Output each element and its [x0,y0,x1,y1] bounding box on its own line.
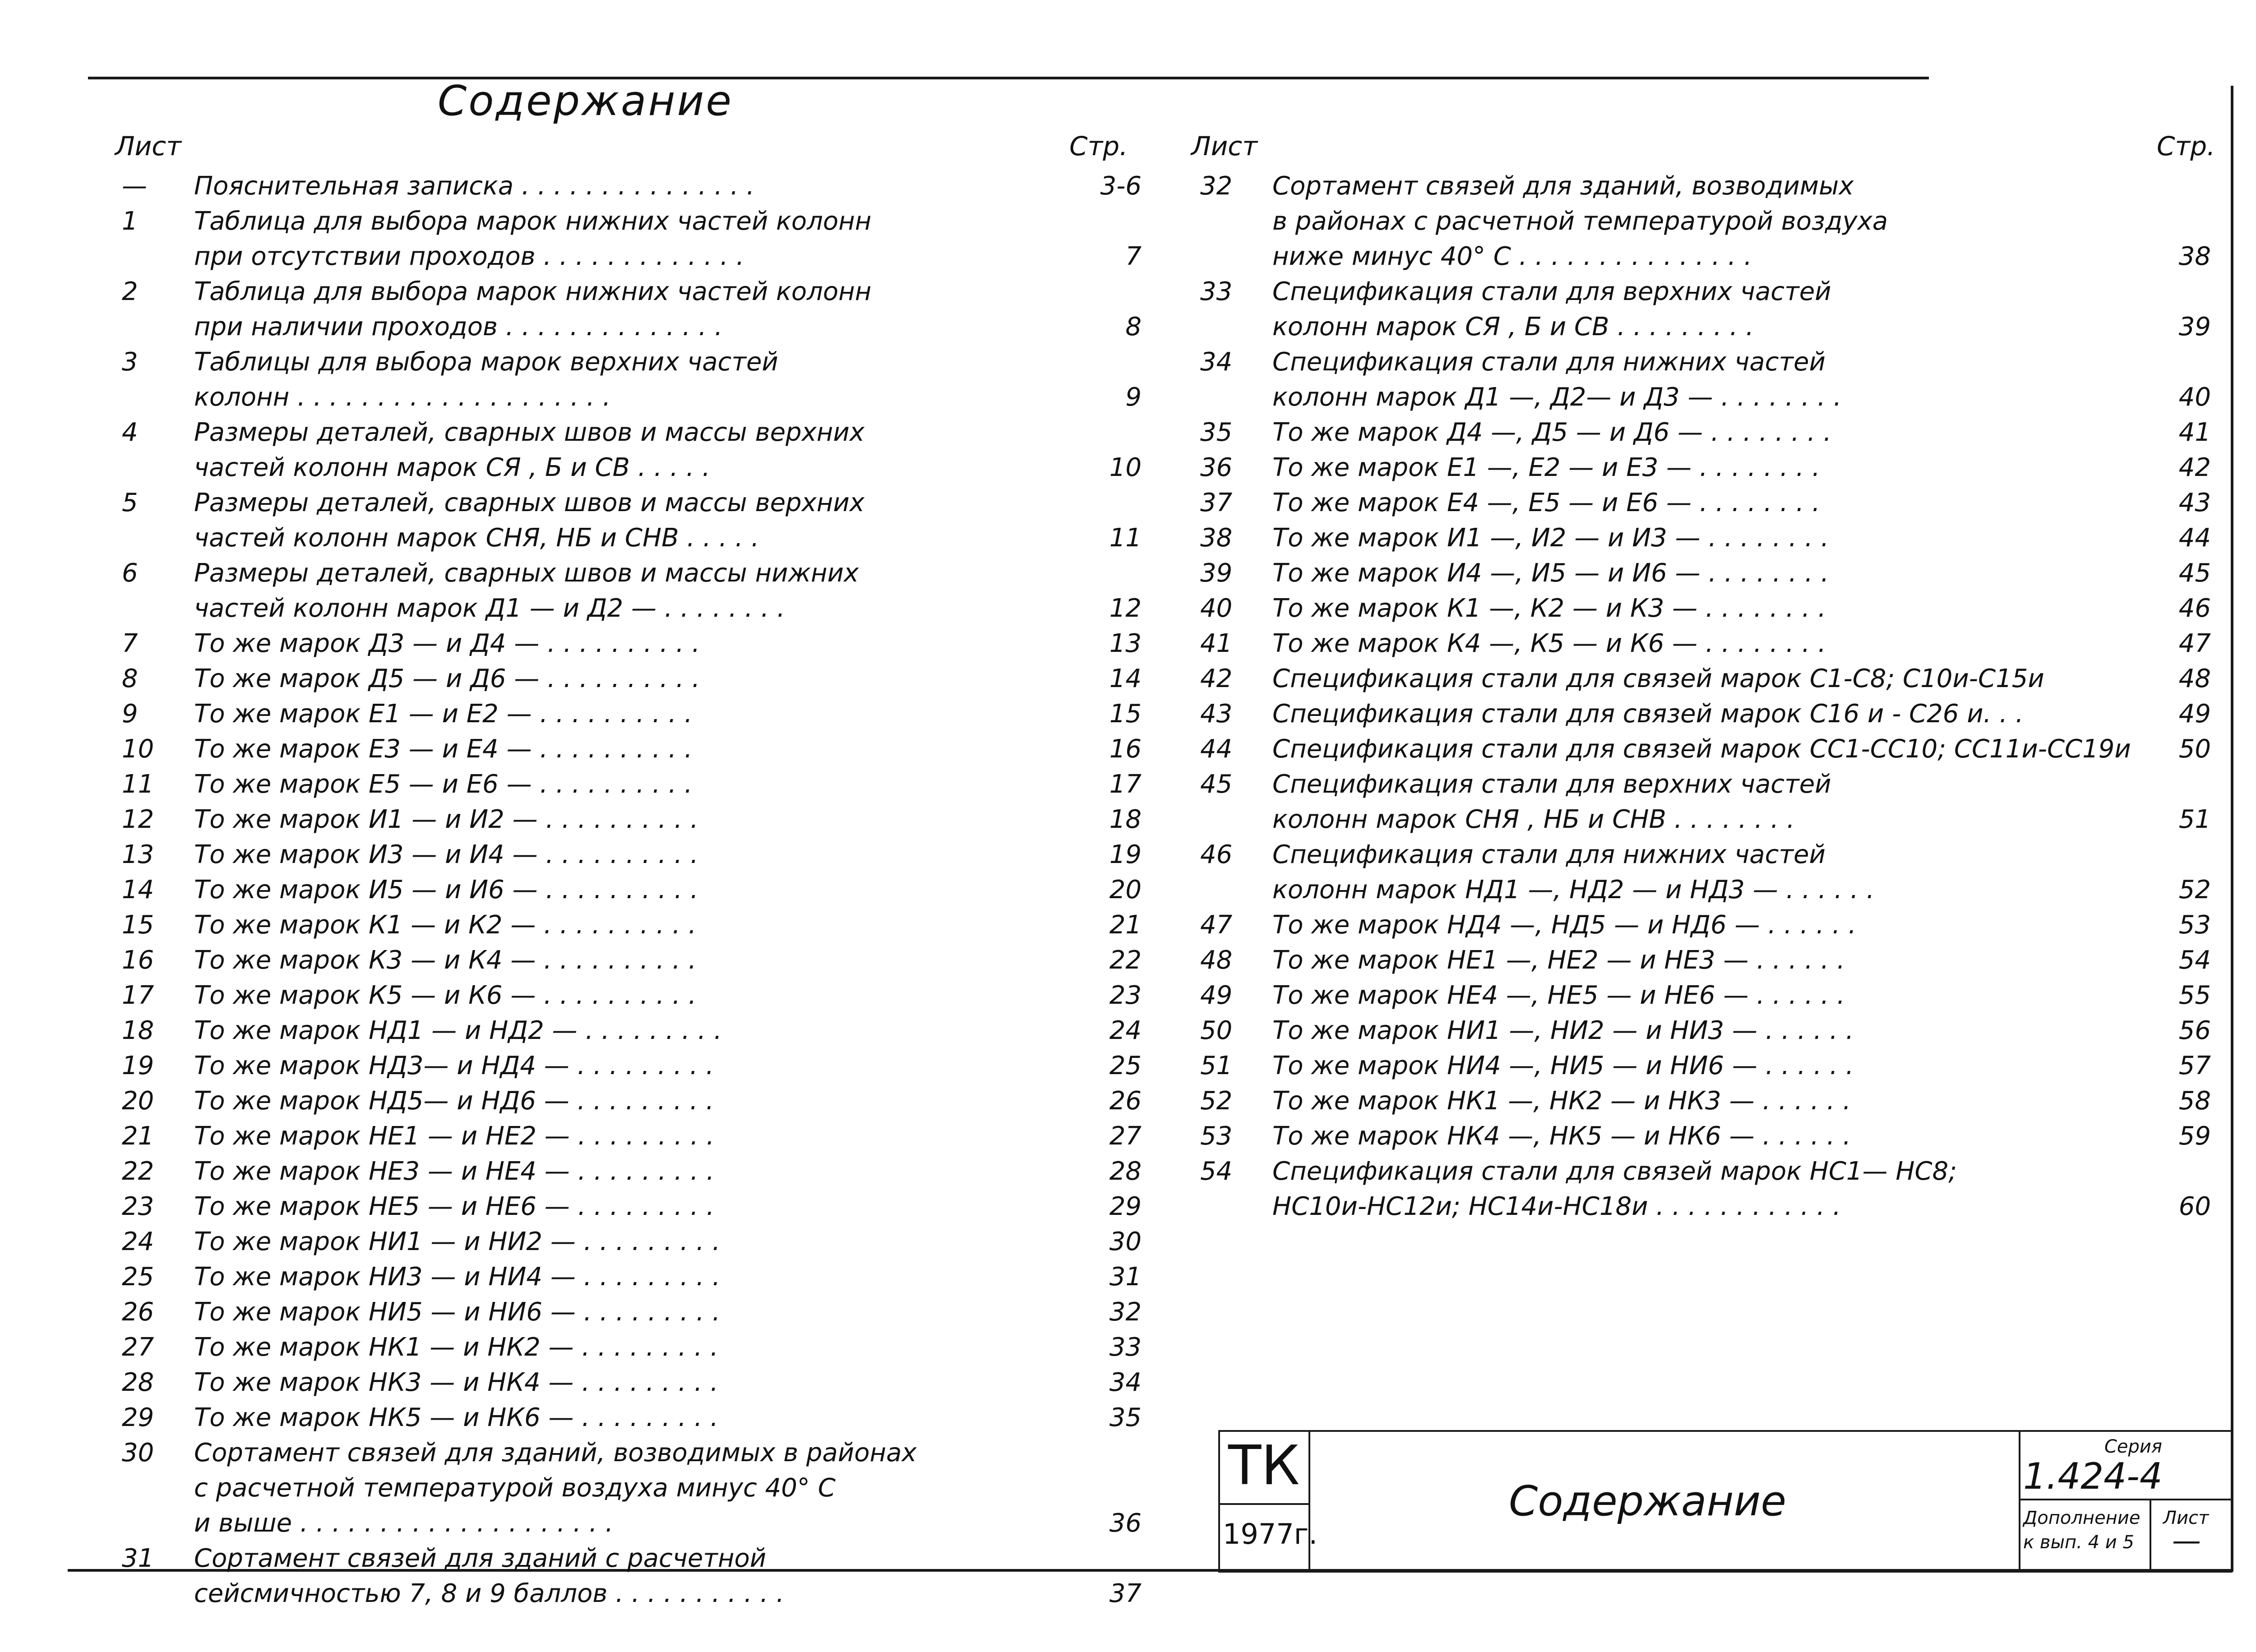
sheet-number: 29 [122,1403,154,1432]
sheet-number: 42 [1200,664,1233,693]
sheet-number: — [122,171,147,201]
entry-text: Спецификация стали для связей марок С16 и - С26 и. . . [1272,699,2024,729]
page-number: 3-6 [1100,171,1142,201]
toc-line [1200,558,2211,594]
tb-divider-4 [2019,1499,2231,1500]
toc-line [122,664,1155,699]
entry-text: То же марок НИ4 —, НИ5 — и НИ6 — . . . . . . [1272,1051,1854,1080]
toc-line [1200,594,2211,629]
top-border-line [88,77,1929,79]
page-number: 38 [2178,242,2211,271]
entry-text: То же марок К4 —, К5 — и К6 — . . . . . . . . [1272,629,1826,658]
entry-text: Размеры деталей, сварных швов и массы верхних [194,488,864,517]
toc-line [1200,347,2211,383]
page-number: 20 [1109,875,1142,904]
sheet-number: 50 [1200,1016,1233,1045]
entry-text: Сортамент связей для зданий с расчетной [194,1544,767,1573]
sheet-number: 37 [1200,488,1233,517]
toc-line [122,523,1155,558]
toc-line [1200,207,2211,242]
entry-text: Пояснительная записка . . . . . . . . . . . . . . . [194,171,755,201]
sheet-number: 12 [122,805,154,834]
left-page-header: Стр. [1069,131,1128,162]
page-number: 30 [1109,1227,1142,1256]
page-number: 15 [1109,699,1142,729]
right-page-header: Стр. [2157,131,2215,162]
sheet-number: 53 [1200,1121,1233,1151]
sheet-number: 28 [122,1368,154,1397]
toc-line [122,1368,1155,1403]
entry-text: То же марок И3 — и И4 — . . . . . . . . . . [194,840,698,869]
entry-text: То же марок НК1 — и НК2 — . . . . . . . . . [194,1333,718,1362]
page-number: 21 [1109,910,1142,940]
page-number: 12 [1109,594,1142,623]
toc-line [1200,770,2211,805]
sheet-number: 24 [122,1227,154,1256]
entry-text: Спецификация стали для связей марок НС1— НС8; [1272,1157,1957,1186]
toc-line [122,805,1155,840]
page-number: 40 [2178,383,2211,412]
page-number: 55 [2178,981,2211,1010]
toc-line [122,1333,1155,1368]
entry-text: колонн марок СЯ , Б и СВ . . . . . . . . . [1272,312,1754,341]
toc-line [122,1121,1155,1157]
toc-line [122,1192,1155,1227]
entry-text: То же марок НЕ4 —, НЕ5 — и НЕ6 — . . . . . . [1272,981,1845,1010]
entry-text: Спецификация стали для нижних частей [1272,347,1826,377]
page-number: 11 [1109,523,1142,553]
page-number: 54 [2178,946,2211,975]
page-number: 16 [1109,734,1142,764]
toc-right-column [1200,171,2211,1227]
sheet-number: 26 [122,1297,154,1327]
sheet-number: 6 [122,558,138,588]
sheet-number: 11 [122,770,154,799]
entry-text: То же марок НД5— и НД6 — . . . . . . . . . [194,1086,714,1116]
entry-text: частей колонн марок СЯ , Б и СВ . . . . . [194,453,710,482]
sheet-number: 17 [122,981,154,1010]
year: 1977г. [1223,1518,1318,1550]
sheet-number: 15 [122,910,154,940]
sheet-number: 30 [122,1438,154,1467]
sheet-number: 8 [122,664,138,693]
sheet-number: 46 [1200,840,1233,869]
page-number: 47 [2178,629,2211,658]
toc-line [1200,840,2211,875]
toc-left-column [122,171,1155,1614]
entry-text: колонн марок НД1 —, НД2 — и НД3 — . . . . . . [1272,875,1875,904]
entry-text: Сортамент связей для зданий, возводимых [1272,171,1854,201]
entry-text: Спецификация стали для связей марок С1-С8; С10и-С15и [1272,664,2044,693]
sheet-number: 13 [122,840,154,869]
entry-text: То же марок НК1 —, НК2 — и НК3 — . . . . . . [1272,1086,1851,1116]
page-number: 13 [1109,629,1142,658]
toc-line [122,770,1155,805]
entry-text: То же марок НК3 — и НК4 — . . . . . . . . . [194,1368,718,1397]
toc-line [1200,1016,2211,1051]
sheet-number: 22 [122,1157,154,1186]
toc-line [122,1509,1155,1544]
entry-text: То же марок Е5 — и Е6 — . . . . . . . . . . [194,770,693,799]
toc-line [122,594,1155,629]
toc-line [1200,629,2211,664]
entry-text: частей колонн марок Д1 — и Д2 — . . . . . . . . [194,594,785,623]
entry-text: То же марок Д3 — и Д4 — . . . . . . . . . . [194,629,700,658]
toc-line [122,1403,1155,1438]
sheet-number: 41 [1200,629,1233,658]
toc-line [122,1262,1155,1297]
page-number: 17 [1109,770,1142,799]
page-number: 23 [1109,981,1142,1010]
page-number: 46 [2178,594,2211,623]
toc-line [122,242,1155,277]
toc-line [1200,418,2211,453]
page-number: 59 [2178,1121,2211,1151]
series-label: Серия [2104,1436,2162,1457]
entry-text: То же марок К1 — и К2 — . . . . . . . . . . [194,910,697,940]
sheet-number: 45 [1200,770,1233,799]
toc-line [122,207,1155,242]
page-number: 45 [2178,558,2211,588]
toc-line [1200,946,2211,981]
toc-line [1200,1086,2211,1121]
sheet-number: 10 [122,734,154,764]
sheet-number: 5 [122,488,138,517]
entry-text: То же марок НК4 —, НК5 — и НК6 — . . . . . . [1272,1121,1851,1151]
sheet-number: 40 [1200,594,1233,623]
entry-text: Сортамент связей для зданий, возводимых в районах [194,1438,917,1467]
addition-sub: к вып. 4 и 5 [2023,1532,2134,1553]
sheet-number: 16 [122,946,154,975]
toc-line [122,1473,1155,1509]
toc-line [122,277,1155,312]
toc-line [1200,910,2211,946]
page-number: 28 [1109,1157,1142,1186]
toc-line [1200,488,2211,523]
series-number: 1.424-4 [2023,1455,2163,1497]
tb-divider-5 [2150,1499,2151,1571]
entry-text: в районах с расчетной температурой воздуха [1272,207,1888,236]
page-number: 33 [1109,1333,1142,1362]
entry-text: Спецификация стали для верхних частей [1272,770,1831,799]
sheet-number: 39 [1200,558,1233,588]
sheet-number: 35 [1200,418,1233,447]
toc-line [1200,383,2211,418]
entry-text: То же марок К5 — и К6 — . . . . . . . . . . [194,981,697,1010]
page-number: 9 [1125,383,1142,412]
entry-text: с расчетной температурой воздуха минус 40° С [194,1473,836,1503]
toc-line [1200,312,2211,347]
page-number: 57 [2178,1051,2211,1080]
page-number: 39 [2178,312,2211,341]
toc-line [122,1227,1155,1262]
sheet-number: 20 [122,1086,154,1116]
entry-text: То же марок И4 —, И5 — и И6 — . . . . . . . . [1272,558,1829,588]
toc-line [122,946,1155,981]
toc-line [122,1016,1155,1051]
entry-text: колонн . . . . . . . . . . . . . . . . . . . . [194,383,611,412]
entry-text: То же марок НД3— и НД4 — . . . . . . . . . [194,1051,714,1080]
sheet-number: 51 [1200,1051,1233,1080]
page-number: 37 [1109,1579,1142,1608]
sheet-number: 43 [1200,699,1233,729]
page-number: 8 [1125,312,1142,341]
entry-text: колонн марок Д1 —, Д2— и Д3 — . . . . . . . . [1272,383,1842,412]
sheet-number: 44 [1200,734,1233,764]
toc-line [1200,805,2211,840]
page-number: 44 [2178,523,2211,553]
right-border-line [2231,86,2233,1572]
toc-line [122,558,1155,594]
entry-text: Размеры деталей, сварных швов и массы нижних [194,558,859,588]
page-number: 24 [1109,1016,1142,1045]
entry-text: То же марок Д5 — и Д6 — . . . . . . . . . . [194,664,700,693]
page-number: 29 [1109,1192,1142,1221]
entry-text: Спецификация стали для связей марок СС1-СС10; СС11и-СС19и [1272,734,2131,764]
page-number: 43 [2178,488,2211,517]
entry-text: То же марок НИ3 — и НИ4 — . . . . . . . . . [194,1262,721,1292]
sheet-number: 3 [122,347,138,377]
page-number: 26 [1109,1086,1142,1116]
sheet-number: 14 [122,875,154,904]
entry-text: То же марок НД4 —, НД5 — и НД6 — . . . . . . [1272,910,1857,940]
entry-text: ниже минус 40° С . . . . . . . . . . . . . . . [1272,242,1752,271]
drawing-name: Содержание [1509,1477,1786,1525]
page-number: 34 [1109,1368,1142,1397]
page-number: 10 [1109,453,1142,482]
entry-text: То же марок Е1 — и Е2 — . . . . . . . . . . [194,699,693,729]
sheet-number: 34 [1200,347,1233,377]
toc-line [1200,664,2211,699]
sheet-number: 23 [122,1192,154,1221]
entry-text: и выше . . . . . . . . . . . . . . . . . . . . [194,1509,614,1538]
page-number: 56 [2178,1016,2211,1045]
page-number: 58 [2178,1086,2211,1116]
sheet-number: 48 [1200,946,1233,975]
page-number: 48 [2178,664,2211,693]
page-number: 22 [1109,946,1142,975]
entry-text: частей колонн марок СНЯ, НБ и СНВ . . . . . [194,523,759,553]
toc-line [122,1051,1155,1086]
page-number: 51 [2178,805,2211,834]
toc-line [1200,1157,2211,1192]
sheet-number: 52 [1200,1086,1233,1116]
title-block [1218,1430,2233,1573]
sheet-number: 4 [122,418,138,447]
sheet-number: 2 [122,277,138,306]
toc-line [122,1544,1155,1579]
toc-line [122,383,1155,418]
toc-line [122,312,1155,347]
entry-text: Размеры деталей, сварных швов и массы верхних [194,418,864,447]
entry-text: То же марок НЕ3 — и НЕ4 — . . . . . . . . . [194,1157,715,1186]
sheet-number: 33 [1200,277,1233,306]
page-number: 18 [1109,805,1142,834]
toc-line [122,1579,1155,1614]
page-number: 41 [2178,418,2211,447]
entry-text: Таблицы для выбора марок верхних частей [194,347,778,377]
toc-line [1200,171,2211,207]
toc-line [122,347,1155,383]
entry-text: То же марок НЕ1 — и НЕ2 — . . . . . . . . . [194,1121,715,1151]
addition-label: Дополнение [2023,1508,2140,1528]
tb-divider-3 [1220,1503,1308,1505]
entry-text: То же марок Е1 —, Е2 — и Е3 — . . . . . . . . [1272,453,1820,482]
sheet-number: 18 [122,1016,154,1045]
toc-line [122,1297,1155,1333]
entry-text: То же марок НК5 — и НК6 — . . . . . . . . . [194,1403,718,1432]
toc-line [122,418,1155,453]
toc-line [122,171,1155,207]
toc-line [1200,523,2211,558]
toc-line [1200,1121,2211,1157]
entry-text: То же марок И5 — и И6 — . . . . . . . . . . [194,875,698,904]
page-number: 50 [2178,734,2211,764]
entry-text: при наличии проходов . . . . . . . . . . . . . . [194,312,723,341]
sheet-number: 9 [122,699,138,729]
toc-line [1200,875,2211,910]
left-sheet-header: Лист [115,131,181,162]
sheet-number: 49 [1200,981,1233,1010]
sheet-number: 32 [1200,171,1233,201]
toc-line [1200,277,2211,312]
entry-text: То же марок И1 —, И2 — и И3 — . . . . . . . . [1272,523,1829,553]
toc-line [122,1438,1155,1473]
sheet-number: 25 [122,1262,154,1292]
sheet-number: 27 [122,1333,154,1362]
page-number: 60 [2178,1192,2211,1221]
toc-line [122,875,1155,910]
page-number: 49 [2178,699,2211,729]
entry-text: То же марок НИ1 — и НИ2 — . . . . . . . . . [194,1227,721,1256]
page-number: 42 [2178,453,2211,482]
sheet-value: — [2172,1524,2201,1558]
toc-line [122,488,1155,523]
page-title: Содержание [438,77,733,125]
sheet-number: 36 [1200,453,1233,482]
entry-text: Спецификация стали для нижних частей [1272,840,1826,869]
page-number: 7 [1125,242,1142,271]
entry-text: То же марок И1 — и И2 — . . . . . . . . . . [194,805,698,834]
toc-line [122,629,1155,664]
toc-line [1200,242,2211,277]
entry-text: То же марок НЕ5 — и НЕ6 — . . . . . . . . . [194,1192,715,1221]
page-number: 35 [1109,1403,1142,1432]
toc-line [1200,453,2211,488]
entry-text: НС10и-НС12и; НС14и-НС18и . . . . . . . . . . . . [1272,1192,1841,1221]
toc-line [122,1086,1155,1121]
sheet-label: Лист [2163,1508,2209,1528]
toc-line [1200,1051,2211,1086]
toc-line [122,910,1155,946]
page-number: 36 [1109,1509,1142,1538]
sheet-number: 38 [1200,523,1233,553]
page-number: 19 [1109,840,1142,869]
entry-text: Таблица для выбора марок нижних частей колонн [194,277,872,306]
entry-text: колонн марок СНЯ , НБ и СНВ . . . . . . . . [1272,805,1795,834]
toc-line [1200,699,2211,734]
sheet-number: 54 [1200,1157,1233,1186]
page-number: 31 [1109,1262,1142,1292]
sheet-number: 21 [122,1121,154,1151]
toc-line [122,1157,1155,1192]
entry-text: при отсутствии проходов . . . . . . . . . . . . . [194,242,744,271]
sheet-number: 19 [122,1051,154,1080]
page-number: 27 [1109,1121,1142,1151]
entry-text: То же марок Д4 —, Д5 — и Д6 — . . . . . . . . [1272,418,1831,447]
page-number: 14 [1109,664,1142,693]
entry-text: То же марок НИ1 —, НИ2 — и НИ3 — . . . . . . [1272,1016,1854,1045]
org-code: ТК [1228,1435,1300,1497]
toc-line [122,699,1155,734]
toc-line [122,981,1155,1016]
entry-text: То же марок К3 — и К4 — . . . . . . . . . . [194,946,697,975]
toc-line [122,453,1155,488]
sheet-number: 47 [1200,910,1233,940]
toc-line [1200,981,2211,1016]
entry-text: То же марок Е4 —, Е5 — и Е6 — . . . . . . . . [1272,488,1820,517]
page-number: 53 [2178,910,2211,940]
entry-text: сейсмичностью 7, 8 и 9 баллов . . . . . . . . . . . [194,1579,784,1608]
sheet-number: 7 [122,629,138,658]
sheet-number: 31 [122,1544,154,1573]
entry-text: То же марок НИ5 — и НИ6 — . . . . . . . . . [194,1297,721,1327]
sheet-number: 1 [122,207,138,236]
entry-text: Спецификация стали для верхних частей [1272,277,1831,306]
entry-text: То же марок НЕ1 —, НЕ2 — и НЕ3 — . . . . . . [1272,946,1845,975]
toc-line [122,840,1155,875]
page-number: 52 [2178,875,2211,904]
entry-text: Таблица для выбора марок нижних частей колонн [194,207,872,236]
right-sheet-header: Лист [1191,131,1257,162]
entry-text: То же марок К1 —, К2 — и К3 — . . . . . . . . [1272,594,1826,623]
entry-text: То же марок Е3 — и Е4 — . . . . . . . . . . [194,734,693,764]
page-number: 25 [1109,1051,1142,1080]
entry-text: То же марок НД1 — и НД2 — . . . . . . . . . [194,1016,722,1045]
tb-divider-2 [2019,1432,2020,1571]
page-number: 32 [1109,1297,1142,1327]
toc-line [1200,1192,2211,1227]
toc-line [1200,734,2211,770]
toc-line [122,734,1155,770]
